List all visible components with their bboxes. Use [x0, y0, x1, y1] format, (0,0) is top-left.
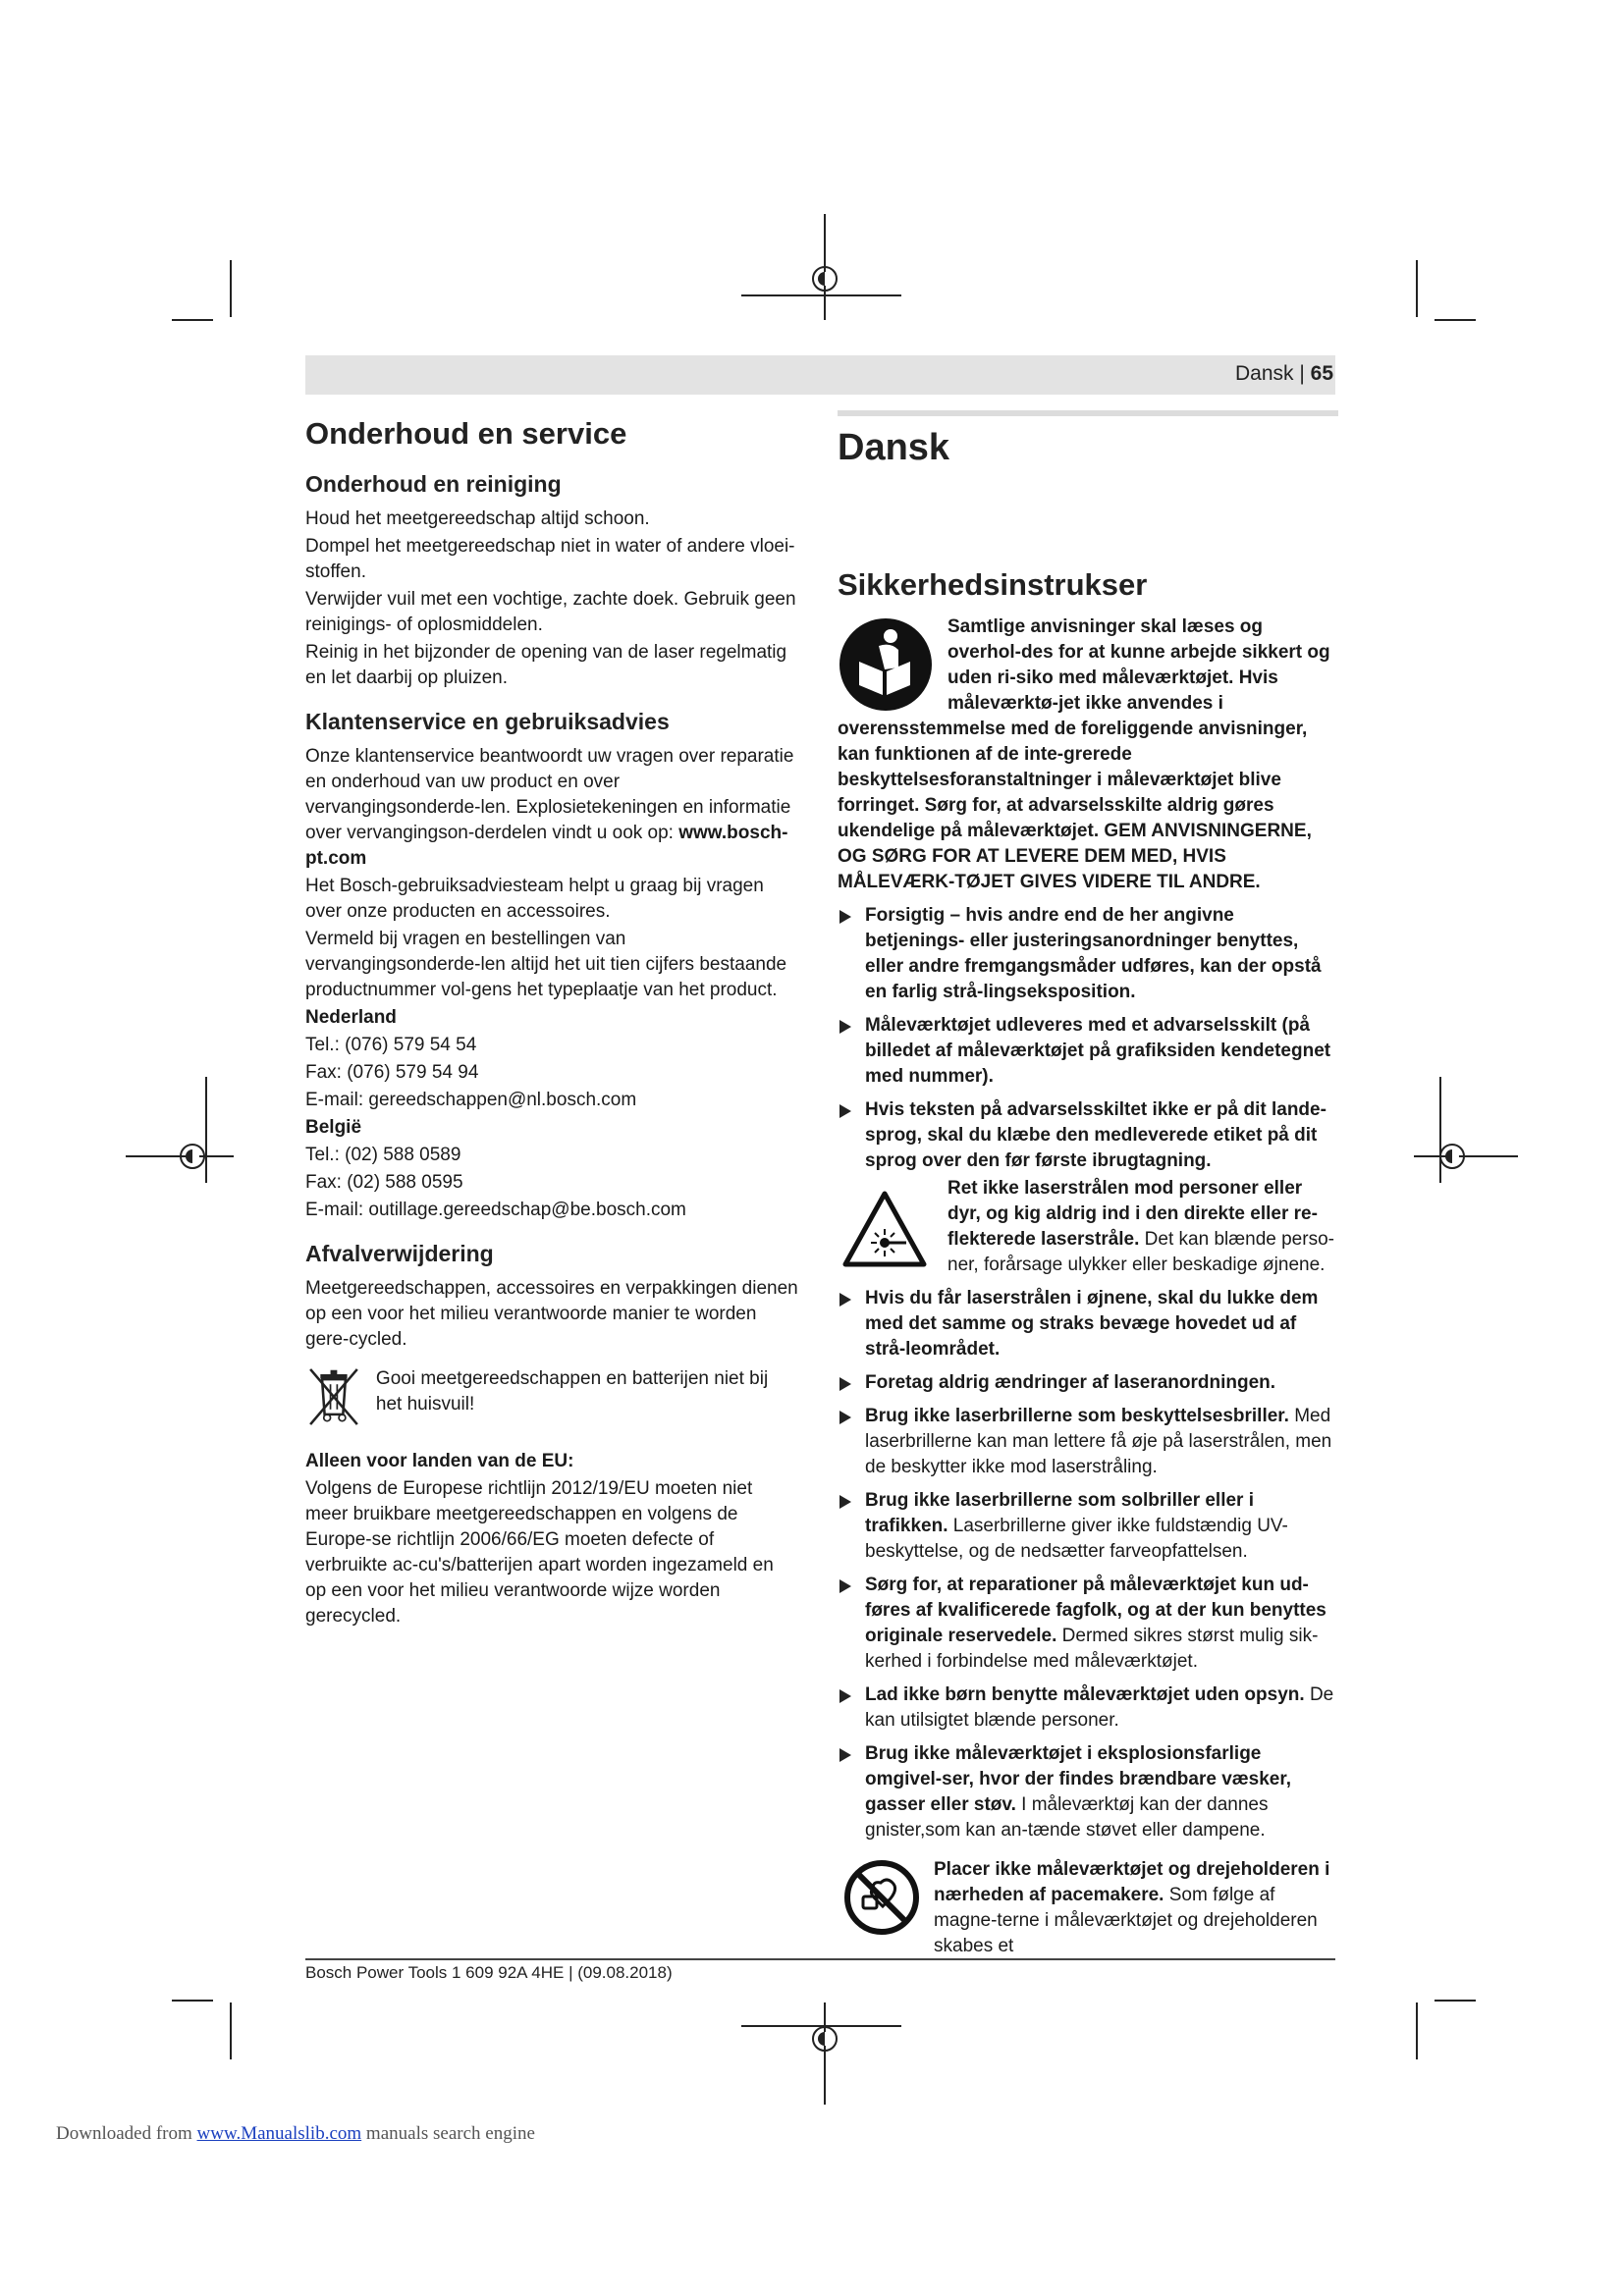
title-rule — [838, 410, 1338, 416]
safety-item-bold: Brug ikke laserbrillerne som solbriller eller i trafikken. — [865, 1490, 1255, 1536]
crop-mark — [172, 319, 213, 321]
contact-email[interactable]: E-mail: outillage.gereedschap@be.bosch.com — [305, 1200, 686, 1220]
safety-item-bold: Hvis du får laserstrålen i øjnene, skal du lukke dem med det samme og straks bevæge hovedet ud af strå-leområdet. — [865, 1288, 1319, 1360]
eu-label: Alleen voor landen van de EU: — [305, 1451, 574, 1471]
page-header — [1235, 362, 1333, 386]
registration-mark-icon — [812, 2026, 838, 2052]
safety-item-bold: Brug ikke laserbrillerne som beskyttelsesbriller. — [865, 1406, 1289, 1426]
crop-mark — [230, 2002, 232, 2059]
right-column — [838, 410, 1338, 1959]
left-column — [305, 412, 798, 1631]
safety-item — [838, 903, 1338, 1005]
safety-item-bold: Brug ikke måleværktøjet i eksplosionsfarlige omgivel-ser, hvor der findes brændbare væsker, gasser eller støv. — [865, 1743, 1291, 1815]
safety-item-text: I måleværktøj kan der dannes gnister,som kan an-tænde støvet eller dampene. — [865, 1794, 1269, 1841]
contact-tel: Tel.: (076) 579 54 54 — [305, 1035, 477, 1055]
safety-item — [838, 1404, 1338, 1480]
contact-tel: Tel.: (02) 588 0589 — [305, 1145, 461, 1165]
crop-mark — [1414, 1155, 1518, 1157]
crop-mark — [1435, 2000, 1476, 2002]
crop-mark — [172, 2000, 213, 2002]
eu-text: Volgens de Europese richtlijn 2012/19/EU moeten niet meer bruikbare meetgereedschappen en volgens de Europe-se richtlijn 2006/66/EG moeten defecte of verbruikte ac-cu's/batterijen apart worden ingezameld en op een voor het milieu verantwoorde wijze worden gerecycled. — [305, 1478, 774, 1627]
download-line — [56, 2123, 535, 2145]
bullet-triangle-icon — [839, 910, 851, 924]
footer-rule — [305, 1958, 1335, 1960]
safety-item — [838, 1741, 1338, 1843]
maintenance-paragraph: Houd het meetgereedschap altijd schoon. — [305, 508, 650, 529]
no-pacemaker-icon — [843, 1859, 920, 1936]
read-manual-icon — [838, 616, 934, 713]
disposal-paragraph: Meetgereedschappen, accessoires en verpakkingen dienen op een voor het milieu verantwoorde manier te worden gere-cycled. — [305, 1278, 798, 1350]
contact-email[interactable]: E-mail: gereedschappen@nl.bosch.com — [305, 1090, 637, 1110]
bullet-triangle-icon — [839, 1748, 851, 1762]
contact-fax: Fax: (02) 588 0595 — [305, 1172, 463, 1193]
safety-intro — [838, 614, 1338, 895]
download-suffix: manuals search engine — [361, 2123, 535, 2144]
laser-warning — [838, 1176, 1338, 1278]
download-prefix: Downloaded from — [56, 2123, 197, 2144]
safety-item — [838, 1573, 1338, 1675]
header-separator: | — [1293, 362, 1311, 385]
safety-item — [838, 1682, 1338, 1734]
laser-warning-icon — [841, 1190, 928, 1268]
registration-mark-icon — [180, 1144, 205, 1169]
bullet-triangle-icon — [839, 1411, 851, 1424]
left-title: Onderhoud en service — [305, 416, 627, 451]
safety-item — [838, 1370, 1338, 1396]
safety-item — [838, 1097, 1338, 1174]
bosch-link[interactable]: www.bosch-pt.com — [305, 823, 788, 869]
country-label: Nederland — [305, 1007, 397, 1028]
safety-intro-text: Samtlige anvisninger skal læses og overhol-des for at kunne arbejde sikkert og uden ri-siko med måleværktøjet. Hvis måleværktø-jet ikke anvendes i overensstemmelse med de foreliggende anvisninger, kan funktionen af de inte-grerede beskyttelsesforanstaltninger i måleværktøjet blive forringet. Sørg for, at advarselsskilte aldrig gøres ukendelige på måleværktøjet. GEM ANVISNINGERNE, OG SØRG FOR AT LEVERE DEM MED, HVIS MÅLEVÆRK-TØJET GIVES VIDERE TIL ANDRE. — [838, 616, 1330, 892]
safety-item-text: Laserbrillerne giver ikke fuldstændig UV-beskyttelse, og de nedsætter farveopfattelsen. — [865, 1516, 1288, 1562]
bullet-triangle-icon — [839, 1579, 851, 1593]
registration-mark-icon — [812, 266, 838, 292]
page-footer: Bosch Power Tools 1 609 92A 4HE | (09.08.2018) — [305, 1963, 673, 1982]
crop-mark — [230, 260, 232, 317]
safety-item-bold: Foretag aldrig ændringer af laseranordningen. — [865, 1372, 1276, 1393]
weee-notice — [305, 1361, 798, 1433]
crossed-bin-icon — [305, 1361, 362, 1433]
safety-item — [838, 1488, 1338, 1565]
registration-mark-icon — [1439, 1144, 1465, 1169]
safety-item-text: Med laserbrillerne kan man lettere få øje på laserstrålen, men de beskytter ikke mod laserstråling. — [865, 1406, 1332, 1477]
crop-mark — [1435, 319, 1476, 321]
service-heading: Klantenservice en gebruiksadvies — [305, 709, 670, 734]
crop-mark — [741, 294, 901, 296]
bullet-triangle-icon — [839, 1689, 851, 1703]
safety-item-bold: Lad ikke børn benytte måleværktøjet uden opsyn. — [865, 1684, 1305, 1705]
page-number: 65 — [1310, 362, 1333, 385]
safety-item-text: Dermed sikres størst mulig sik-kerhed i forbindelse med måleværktøjet. — [865, 1626, 1319, 1672]
pacemaker-bold: Placer ikke måleværktøjet og drejeholderen i nærheden af pacemakere. — [934, 1859, 1330, 1905]
right-title: Dansk — [838, 427, 950, 468]
header-bar — [305, 355, 1335, 395]
pacemaker-warning — [838, 1857, 1338, 1959]
disposal-heading: Afvalverwijdering — [305, 1241, 494, 1266]
safety-item-bold: Hvis teksten på advarselsskiltet ikke er på dit lande-sprog, skal du klæbe den medleverede etiket på dit sprog over den før første ibrugtagning. — [865, 1099, 1326, 1171]
maintenance-paragraph: Dompel het meetgereedschap niet in water of andere vloei-stoffen. — [305, 536, 795, 582]
bullet-triangle-icon — [839, 1495, 851, 1509]
weee-text: Gooi meetgereedschappen en batterijen niet bij het huisvuil! — [375, 1368, 769, 1415]
manualslib-link[interactable]: www.Manualslib.com — [196, 2123, 362, 2144]
country-label: België — [305, 1117, 362, 1138]
service-paragraph: Het Bosch-gebruiksadviesteam helpt u graag bij vragen over onze producten en accessoires. — [305, 876, 764, 922]
maintenance-heading: Onderhoud en reiniging — [305, 471, 562, 497]
safety-item-bold: Måleværktøjet udleveres med et advarselsskilt (på billedet af måleværktøjet på grafiksiden kendetegnet med nummer). — [865, 1015, 1331, 1087]
laser-warning-bold: Ret ikke laserstrålen mod personer eller dyr, og kig aldrig ind i den direkte eller re-flekterede laserstråle. — [947, 1178, 1318, 1250]
header-section: Dansk — [1234, 362, 1294, 385]
crop-mark — [1416, 2002, 1418, 2059]
bullet-triangle-icon — [839, 1104, 851, 1118]
service-paragraph — [305, 744, 798, 872]
safety-heading: Sikkerhedsinstrukser — [838, 567, 1148, 602]
crop-mark — [1416, 260, 1418, 317]
crop-mark — [824, 2002, 826, 2105]
contact-fax: Fax: (076) 579 54 94 — [305, 1062, 479, 1083]
safety-item — [838, 1013, 1338, 1090]
maintenance-paragraph: Reinig in het bijzonder de opening van de laser regelmatig en let daarbij op pluizen. — [305, 642, 787, 688]
service-paragraph: Vermeld bij vragen en bestellingen van vervangingsonderde-len altijd het uit tien cijfers bestaande productnummer vol-gens het typeplaatje van het product. — [305, 929, 787, 1000]
maintenance-paragraph: Verwijder vuil met een vochtige, zachte doek. Gebruik geen reinigings- of oplosmiddelen. — [305, 589, 796, 635]
bullet-triangle-icon — [839, 1020, 851, 1034]
laser-warning-text: Det kan blænde perso-ner, forårsage ulykker eller beskadige øjnene. — [947, 1229, 1334, 1275]
crop-mark — [1439, 1077, 1441, 1183]
pacemaker-text: Som følge af magne-terne i måleværktøjet og drejeholderen skabes et — [934, 1885, 1318, 1956]
safety-item-bold: Forsigtig – hvis andre end de her angivne betjenings- eller justeringsanordninger benyttes, eller andre fremgangsmåder udføres, kan der opstå en farlig strå-lingseksposition. — [865, 905, 1322, 1002]
crop-mark — [205, 1077, 207, 1183]
bullet-triangle-icon — [839, 1377, 851, 1391]
bullet-triangle-icon — [839, 1293, 851, 1307]
service-text: Onze klantenservice beantwoordt uw vragen over reparatie en onderhoud van uw product en over vervangingsonderde-len. Explosietekeningen en informatie over vervangingson-derdelen vindt u ook op: — [305, 746, 794, 843]
safety-item-text: De kan utilsigtet blænde personer. — [865, 1684, 1334, 1731]
safety-item-bold: Sørg for, at reparationer på måleværktøjet kun ud-føres af kvalificerede fagfolk, og at der kun benyttes originale reservedele. — [865, 1575, 1326, 1646]
safety-item — [838, 1286, 1338, 1362]
